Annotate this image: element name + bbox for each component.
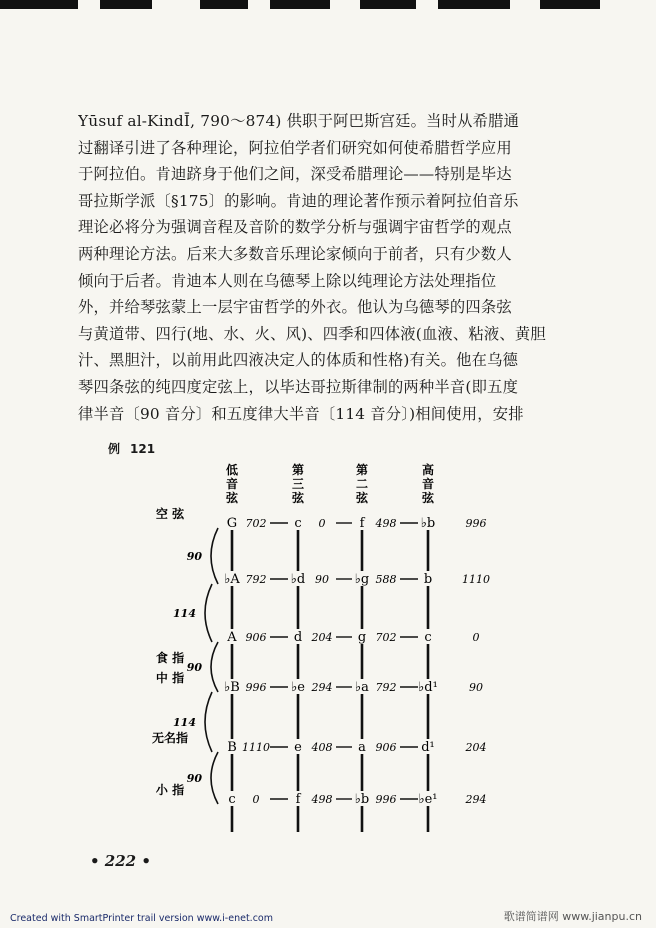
cent-value: 498 — [375, 517, 397, 530]
note-name: c — [424, 630, 432, 645]
note-name: G — [226, 516, 238, 531]
footer-site: 歌谱简谱网 www.jianpu.cn — [503, 910, 642, 923]
finger-label: 食 指 — [155, 651, 185, 665]
footer-watermark: Created with SmartPrinter trail version www.i-enet.com — [10, 913, 273, 924]
page-number: • 222 • — [90, 852, 151, 870]
paragraph-line: Yūsuf al-KindĪ, 790～874) 供职于阿巴斯宫廷。当时从希腊通 — [78, 112, 520, 130]
interval-value: 90 — [186, 772, 202, 785]
interval-bracket — [211, 642, 218, 692]
note-name: B — [227, 740, 237, 755]
string-header-char: 第 — [291, 463, 305, 477]
note-name: f — [295, 792, 301, 807]
note-name: ♭d — [290, 572, 306, 587]
example-label — [108, 440, 155, 457]
string-header-char: 第 — [355, 463, 369, 477]
cent-value: 0 — [252, 793, 260, 806]
cent-value: 204 — [311, 631, 333, 644]
paragraph-line: 外，并给琴弦蒙上一层宇宙哲学的外衣。他认为乌德琴的四条弦 — [78, 298, 512, 317]
string-header-char: 弦 — [291, 491, 305, 505]
body-paragraph — [78, 108, 570, 427]
cent-value: 906 — [245, 631, 267, 644]
note-name: A — [227, 630, 237, 645]
cent-value: 792 — [245, 573, 267, 586]
cent-value: 906 — [375, 741, 397, 754]
interval-value: 114 — [173, 607, 196, 620]
string-header-char: 弦 — [355, 491, 369, 505]
string-header-char: 二 — [355, 477, 369, 491]
oud-fingering-diagram — [0, 460, 656, 850]
string-header-char: 高 — [421, 463, 435, 477]
paragraph-line: 倾向于后者。肯迪本人则在乌德琴上除以纯理论方法处理指位 — [78, 271, 497, 290]
paragraph-line: 汁、黑胆汁，以前用此四液决定人的体质和性格)有关。他在乌德 — [78, 351, 519, 370]
cent-value: 1110 — [242, 741, 270, 754]
paragraph-line: 于阿拉伯。肯迪跻身于他们之间，深受希腊理论——特别是毕达 — [78, 165, 512, 184]
note-name: ♭b — [354, 792, 370, 807]
finger-label: 中 指 — [155, 671, 185, 685]
cent-value: 498 — [311, 793, 333, 806]
paragraph-line: 两种理论方法。后来大多数音乐理论家倾向于前者，只有少数人 — [78, 244, 512, 263]
note-name: ♭b — [420, 516, 436, 531]
note-name: ♭B — [224, 680, 240, 695]
cent-value: 294 — [311, 681, 333, 694]
cent-value: 702 — [375, 631, 397, 644]
finger-label: 空 弦 — [155, 507, 185, 521]
cent-value: 204 — [465, 741, 487, 754]
cent-value: 792 — [375, 681, 397, 694]
note-name: d — [293, 630, 303, 645]
string-header-char: 音 — [225, 477, 239, 491]
note-name: a — [358, 740, 366, 755]
cent-value: 0 — [318, 517, 326, 530]
paragraph-line: 与黄道带、四行(地、水、火、风)、四季和四体液(血液、粘液、黄胆 — [78, 324, 546, 343]
example-prefix: 例 — [108, 442, 121, 456]
note-name: c — [294, 516, 302, 531]
cent-value: 294 — [465, 793, 487, 806]
string-header-char: 弦 — [421, 491, 435, 505]
string-header-char: 弦 — [225, 491, 239, 505]
interval-bracket — [205, 692, 212, 752]
note-name: g — [357, 630, 367, 645]
string-header-char: 三 — [291, 477, 305, 491]
interval-value: 90 — [186, 550, 202, 563]
note-name: ♭g — [354, 572, 370, 587]
note-name: d¹ — [421, 740, 435, 755]
string-header-char: 低 — [225, 463, 239, 477]
cent-value: 996 — [375, 793, 397, 806]
cent-value: 996 — [465, 517, 487, 530]
cent-value: 702 — [245, 517, 267, 530]
note-name: b — [423, 572, 433, 587]
note-name: ♭e¹ — [418, 792, 438, 807]
string-header-char: 音 — [421, 477, 435, 491]
cent-value: 1110 — [462, 573, 490, 586]
paragraph-line: 理论必将分为强调音程及音阶的数学分析与强调宇宙哲学的观点 — [78, 218, 512, 237]
finger-label: 无名指 — [151, 731, 189, 745]
cent-value: 0 — [472, 631, 480, 644]
cent-value: 408 — [311, 741, 333, 754]
note-name: ♭e — [291, 680, 305, 695]
example-number: 121 — [130, 442, 156, 456]
interval-bracket — [211, 752, 218, 804]
interval-value: 114 — [173, 716, 196, 729]
note-name: e — [294, 740, 302, 755]
interval-value: 90 — [186, 661, 202, 674]
note-name: c — [228, 792, 236, 807]
cent-value: 90 — [469, 681, 483, 694]
finger-label: 小 指 — [155, 783, 185, 797]
note-name: ♭a — [355, 680, 369, 695]
cent-value: 588 — [375, 573, 397, 586]
top-scan-marks — [0, 0, 656, 14]
note-name: ♭d¹ — [418, 680, 438, 695]
paragraph-line: 哥拉斯学派〔§175〕的影响。肯迪的理论著作预示着阿拉伯音乐 — [78, 191, 519, 210]
paragraph-line: 律半音〔90 音分〕和五度律大半音〔114 音分〕)相间使用，安排 — [78, 404, 524, 423]
note-name: ♭A — [224, 572, 240, 587]
cent-value: 90 — [315, 573, 329, 586]
diagram-svg — [0, 460, 656, 850]
interval-bracket — [211, 528, 218, 584]
paragraph-line: 过翻译引进了各种理论，阿拉伯学者们研究如何使希腊哲学应用 — [78, 138, 512, 157]
interval-bracket — [205, 584, 212, 642]
paragraph-line: 琴四条弦的纯四度定弦上，以毕达哥拉斯律制的两种半音(即五度 — [78, 377, 519, 396]
note-name: f — [359, 516, 365, 531]
cent-value: 996 — [245, 681, 267, 694]
